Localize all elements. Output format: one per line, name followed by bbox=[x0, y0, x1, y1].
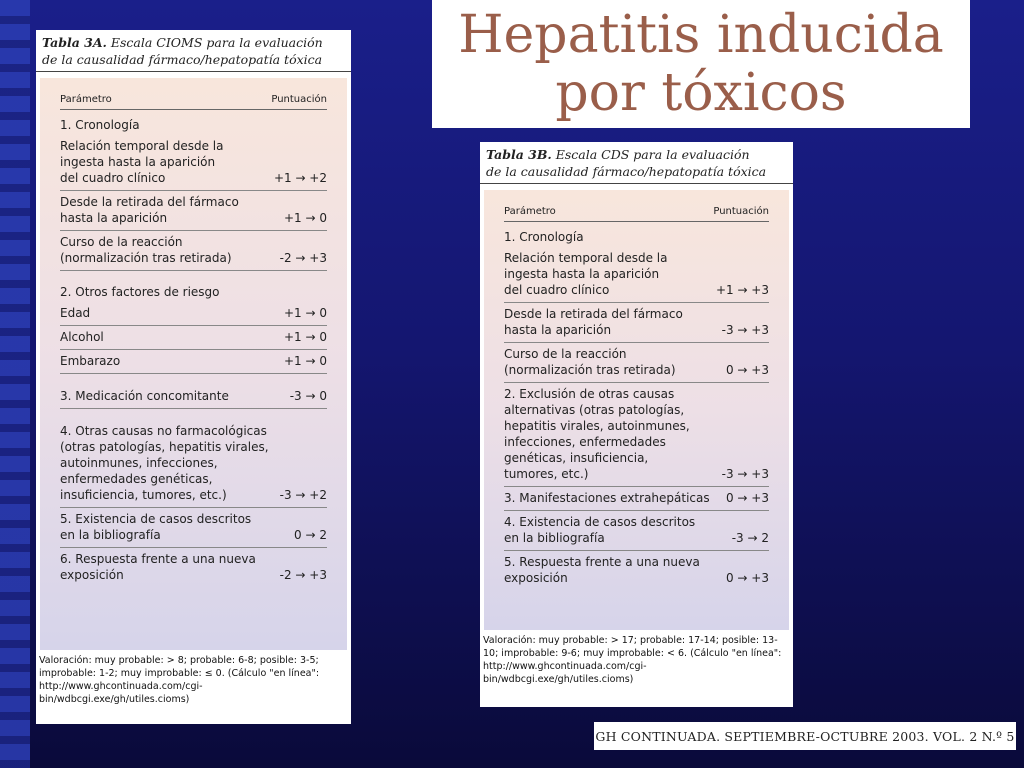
table-row bbox=[60, 231, 327, 271]
row-score: -3 → +2 bbox=[279, 488, 327, 502]
row-parameter: 4. Existencia de casos descritos en la bibliografía bbox=[504, 515, 696, 545]
row-score: +1 → 0 bbox=[283, 306, 327, 320]
row-parameter: 3. Medicación concomitante bbox=[60, 389, 229, 403]
table-row bbox=[60, 135, 327, 191]
table-3a-header bbox=[60, 94, 327, 110]
table-row bbox=[60, 508, 327, 548]
row-score: -3 → +3 bbox=[721, 467, 769, 481]
row-score: +1 → +3 bbox=[715, 283, 769, 297]
row-score: +1 → 0 bbox=[283, 330, 327, 344]
row-parameter: Desde la retirada del fármaco hasta la aparición bbox=[60, 195, 239, 225]
table-3b-footer: Valoración: muy probable: > 17; probable: 17-14; posible: 13-10; improbable: 9-6; muy improbable: < 6. (Cálculo "en línea": http://www.ghcontinuada.com/cgi-bin/wdbcgi.exe/gh/utiles.cioms) bbox=[483, 635, 782, 685]
row-parameter: Relación temporal desde la ingesta hasta la aparición del cuadro clínico bbox=[504, 251, 668, 297]
title-line-1: Hepatitis inducida bbox=[458, 5, 944, 65]
row-score: -3 → 2 bbox=[731, 531, 769, 545]
section-heading: 2. Otros factores de riesgo bbox=[60, 285, 220, 299]
section-heading: 1. Cronología bbox=[60, 118, 140, 132]
row-score: 0 → +3 bbox=[725, 491, 769, 505]
table-3a-subtitle: de la causalidad fármaco/hepatopatía tóxica bbox=[42, 52, 323, 67]
row-score: -3 → 0 bbox=[289, 389, 327, 403]
column-header-score: Puntuación bbox=[271, 94, 327, 105]
row-score: -3 → +3 bbox=[721, 323, 769, 337]
table-row bbox=[504, 383, 769, 487]
column-header-parameter: Parámetro bbox=[60, 94, 112, 105]
row-score: +1 → 0 bbox=[283, 211, 327, 225]
journal-reference: GH CONTINUADA. SEPTIEMBRE-OCTUBRE 2003. VOL. 2 N.º 5 bbox=[594, 722, 1016, 750]
table-row bbox=[504, 247, 769, 303]
table-3a-title: Escala CIOMS para la evaluación bbox=[110, 35, 323, 50]
row-parameter: Alcohol bbox=[60, 330, 104, 344]
row-score: 0 → 2 bbox=[294, 528, 327, 542]
row-parameter: 4. Otras causas no farmacológicas (otras patologías, hepatitis virales, autoinmunes, infecciones, enfermedades genéticas, insuficiencia, tumores, etc.) bbox=[60, 424, 269, 502]
row-parameter: Relación temporal desde la ingesta hasta la aparición del cuadro clínico bbox=[60, 139, 224, 185]
row-parameter: Edad bbox=[60, 306, 91, 320]
table-3a-caption bbox=[36, 30, 351, 72]
table-row bbox=[504, 551, 769, 590]
table-row bbox=[60, 302, 327, 326]
row-score: -2 → +3 bbox=[279, 568, 327, 582]
table-3b-title: Escala CDS para la evaluación bbox=[555, 147, 750, 162]
table-3a-body bbox=[40, 78, 347, 650]
table-3b-caption bbox=[480, 142, 793, 184]
table-row bbox=[60, 409, 327, 508]
row-parameter: Embarazo bbox=[60, 354, 121, 368]
table-3b-body bbox=[484, 190, 789, 630]
slide-title bbox=[432, 0, 970, 128]
table-row bbox=[504, 487, 769, 511]
row-parameter: 3. Manifestaciones extrahepáticas bbox=[504, 491, 710, 505]
row-parameter: 6. Respuesta frente a una nueva exposición bbox=[60, 552, 256, 582]
column-header-parameter: Parámetro bbox=[504, 206, 556, 217]
table-3b-header bbox=[504, 206, 769, 222]
table-3b-subtitle: de la causalidad fármaco/hepatopatía tóxica bbox=[486, 164, 767, 179]
table-3a bbox=[36, 30, 351, 724]
row-parameter: Curso de la reacción (normalización tras retirada) bbox=[60, 235, 232, 265]
table-row bbox=[60, 374, 327, 409]
column-header-score: Puntuación bbox=[713, 206, 769, 217]
row-parameter: Desde la retirada del fármaco hasta la aparición bbox=[504, 307, 683, 337]
table-row bbox=[60, 326, 327, 350]
table-row bbox=[60, 548, 327, 587]
row-parameter: 5. Respuesta frente a una nueva exposición bbox=[504, 555, 700, 585]
title-line-2: por tóxicos bbox=[555, 63, 847, 123]
table-row bbox=[60, 350, 327, 374]
table-3a-footer: Valoración: muy probable: > 8; probable: 6-8; posible: 3-5; improbable: 1-2; muy improbable: ≤ 0. (Cálculo "en línea": http://www.ghcontinuada.com/cgi-bin/wdbcgi.exe/gh/utiles.cioms) bbox=[39, 655, 320, 705]
section-heading: 1. Cronología bbox=[504, 230, 584, 244]
table-3a-label: Tabla 3A. bbox=[42, 35, 107, 50]
decorative-strip bbox=[0, 0, 30, 768]
table-row bbox=[504, 303, 769, 343]
row-score: -2 → +3 bbox=[279, 251, 327, 265]
table-row bbox=[504, 511, 769, 551]
table-row bbox=[504, 343, 769, 383]
table-3b bbox=[480, 142, 793, 707]
row-score: +1 → +2 bbox=[273, 171, 327, 185]
table-row bbox=[60, 191, 327, 231]
row-score: 0 → +3 bbox=[725, 363, 769, 377]
row-parameter: Curso de la reacción (normalización tras retirada) bbox=[504, 347, 676, 377]
row-score: +1 → 0 bbox=[283, 354, 327, 368]
row-parameter: 5. Existencia de casos descritos en la bibliografía bbox=[60, 512, 252, 542]
table-3b-label: Tabla 3B. bbox=[486, 147, 552, 162]
row-score: 0 → +3 bbox=[725, 571, 769, 585]
row-parameter: 2. Exclusión de otras causas alternativas (otras patologías, hepatitis virales, autoinmunes, infecciones, enfermedades genéticas, insuficiencia, tumores, etc.) bbox=[504, 387, 690, 481]
